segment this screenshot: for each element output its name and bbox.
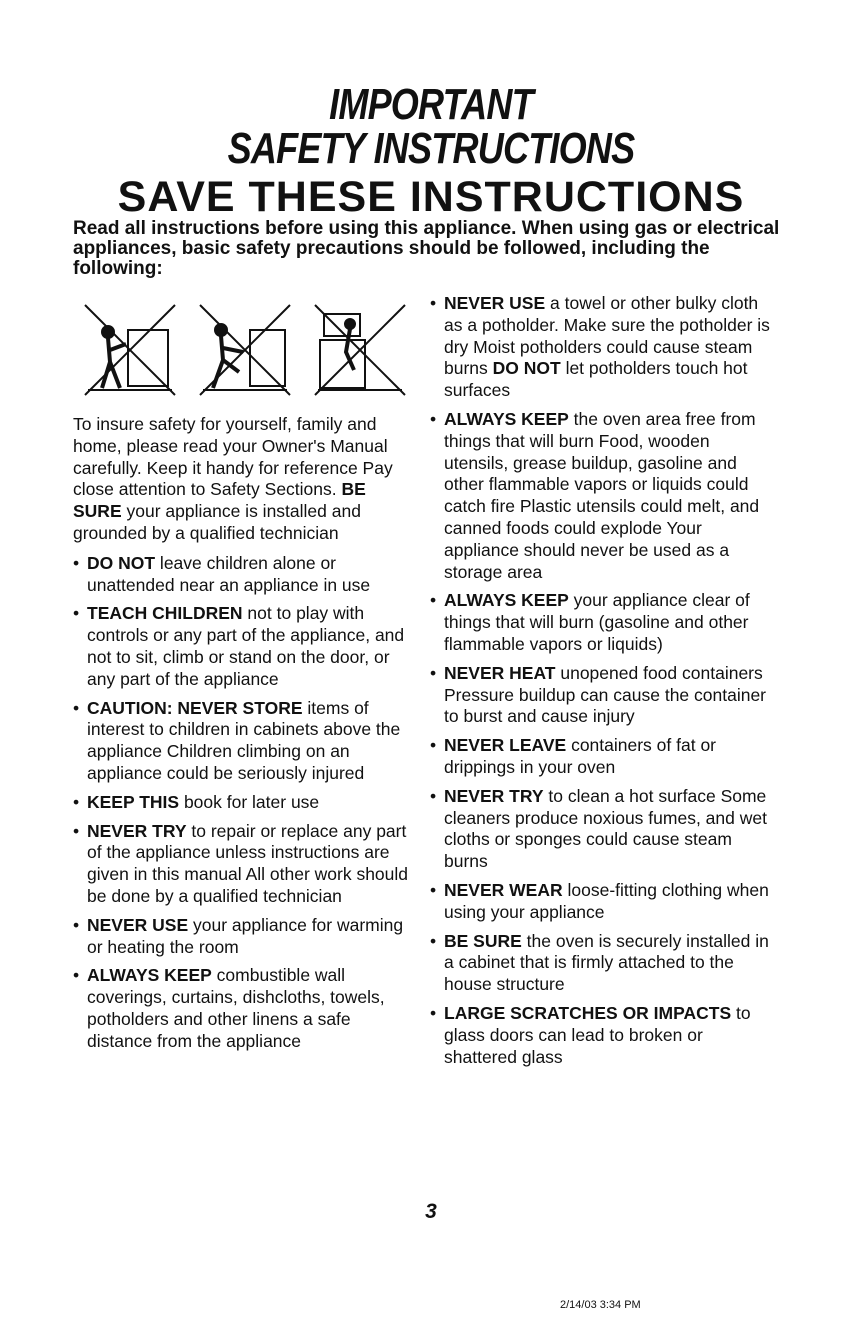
- list-item: • BE SURE the oven is securely installed in a cabinet that is firmly attached to the house structure: [430, 930, 769, 995]
- list-item: • DO NOT leave children alone or unattended near an appliance in use: [73, 552, 371, 595]
- title-safety-instructions: SAFETY INSTRUCTIONS: [227, 124, 635, 173]
- safety-pictograms: [80, 300, 410, 400]
- no-storage-above-appliance-icon: [315, 305, 405, 395]
- list-item: • NEVER HEAT unopened food containers Pressure buildup can cause the container to burst and cause injury: [430, 662, 767, 727]
- list-item: • NEVER TRY to repair or replace any part of the appliance unless instructions are given in this manual All other work should be done by a qualified technician: [73, 820, 409, 906]
- no-sitting-on-door-icon: [200, 305, 290, 395]
- list-item: • NEVER LEAVE containers of fat or drippings in your oven: [430, 735, 717, 777]
- owners-manual-paragraph: To insure safety for yourself, family and home, please read your Owner's Manual carefully. Keep it handy for reference Pay close attention to Safety Sections. BE SURE your appliance is installed and grounded by a qualified technician: [73, 414, 393, 543]
- print-timestamp: 2/14/03 3:34 PM: [560, 1299, 641, 1311]
- left-column: [73, 414, 413, 1060]
- no-climbing-on-door-icon: [85, 305, 175, 395]
- list-item: • NEVER USE a towel or other bulky cloth as a potholder. Make sure the potholder is dry Moist potholders could cause steam burns DO NOT let potholders touch hot surfaces: [430, 293, 770, 401]
- page-number: 3: [425, 1200, 437, 1223]
- list-item: • TEACH CHILDREN not to play with controls or any part of the appliance, and not to sit, climb or stand on the door, or any part of the appliance: [73, 603, 405, 689]
- list-item: • ALWAYS KEEP combustible wall coverings, curtains, dishcloths, towels, potholders and other linens a safe distance from the appliance: [73, 965, 385, 1051]
- list-item: • KEEP THIS book for later use: [73, 791, 320, 812]
- right-column: [430, 293, 770, 1075]
- list-item: • CAUTION: NEVER STORE items of interest to children in cabinets above the appliance Children climbing on an appliance could be seriously injured: [73, 697, 401, 783]
- list-item: • NEVER WEAR loose-fitting clothing when using your appliance: [430, 879, 769, 922]
- list-item: • NEVER USE your appliance for warming or heating the room: [73, 914, 404, 957]
- list-item: • LARGE SCRATCHES OR IMPACTS to glass doors can lead to broken or shattered glass: [430, 1002, 751, 1067]
- list-item: • NEVER TRY to clean a hot surface Some cleaners produce noxious fumes, and wet cloths or sponges could cause steam burns: [430, 785, 767, 872]
- intro-paragraph: Read all instructions before using this appliance. When using gas or electrical appliances, basic safety precautions should be followed, including the following:: [73, 218, 780, 279]
- save-these-instructions-heading: SAVE THESE INSTRUCTIONS: [117, 173, 745, 221]
- title-important: IMPORTANT: [329, 80, 533, 129]
- list-item: • ALWAYS KEEP the oven area free from things that will burn Food, wooden utensils, grease buildup, gasoline and other flammable vapors or liquids could catch fire Plastic utensils could melt, and canned foods could explode Your appliance should never be used as a storage area: [430, 408, 760, 582]
- list-item: • ALWAYS KEEP your appliance clear of things that will burn (gasoline and other flammable vapors or liquids): [430, 590, 750, 654]
